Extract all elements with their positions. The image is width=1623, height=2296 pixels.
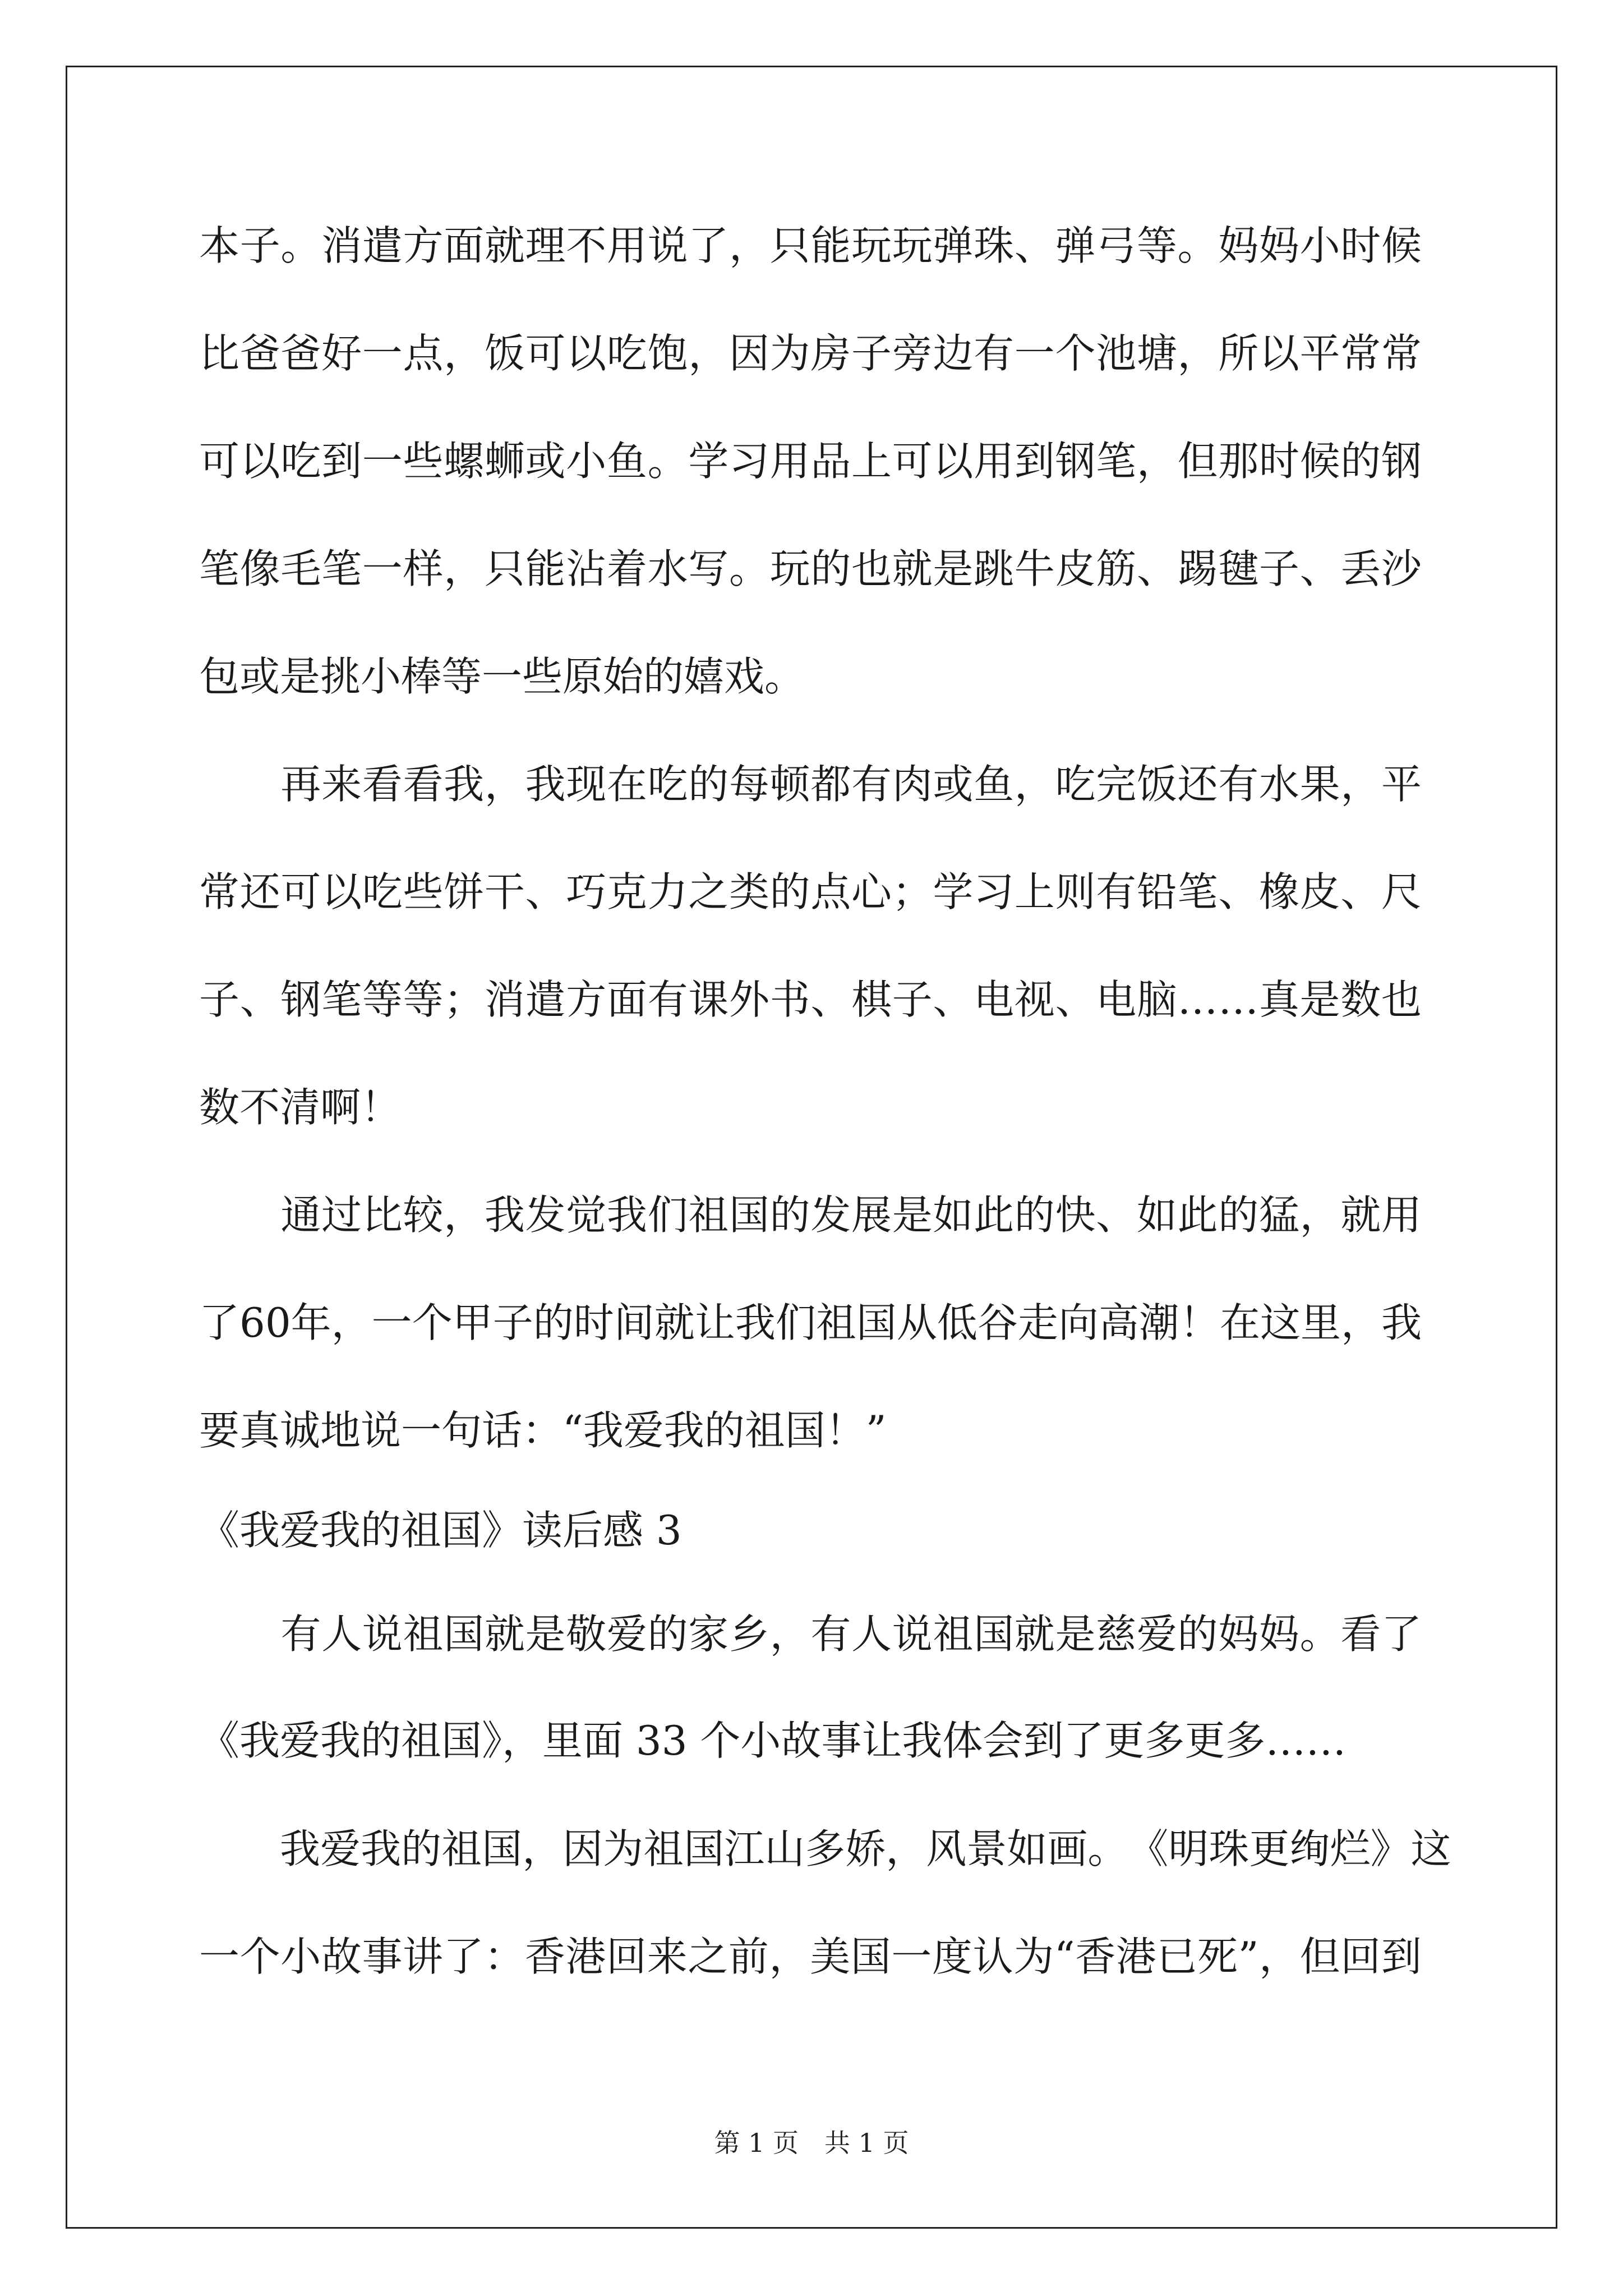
text-line-10: 通 过 比 较 ， 我 发 觉 我 们 祖 国 的 发 展 是 如 此 的 快 、 如 此 的 猛 ， 就 用 bbox=[280, 1191, 1422, 1239]
text-line-3: 可 以 吃 到 一 些 螺 蛳 或 小 鱼 。 学 习 用 品 上 可 以 用 到 钢 笔 ， 但 那 时 候 的 钢 bbox=[199, 438, 1422, 485]
section-heading: 《我爱我的祖国》读后感 3 bbox=[199, 1507, 682, 1554]
text-line-2: 比 爸 爸 好 一 点 ， 饭 可 以 吃 饱 ， 因 为 房 子 旁 边 有 一 个 池 塘 ， 所 以 平 常 常 bbox=[199, 330, 1422, 377]
page-footer: 第 1 页 共 1 页 bbox=[714, 2128, 909, 2158]
text-line-4: 笔 像 毛 笔 一 样 ， 只 能 沾 着 水 写 。 玩 的 也 就 是 跳 牛 皮 筋 、 踢 毽 子 、 丢 沙 bbox=[199, 545, 1422, 592]
page-border bbox=[66, 66, 1557, 2229]
text-line-7: 常 还 可 以 吃 些 饼 干 、 巧 克 力 之 类 的 点 心 ； 学 习 上 则 有 铅 笔 、 橡 皮 、 尺 bbox=[199, 868, 1422, 915]
text-line-12: 要真诚地说一句话：“我爱我的祖国！” bbox=[199, 1407, 887, 1454]
text-line-16: 我 爱 我 的 祖 国 ， 因 为 祖 国 江 山 多 娇 ， 风 景 如 画 。 《 明 珠 更 绚 烂 》 这 bbox=[280, 1825, 1451, 1872]
text-line-9: 数不清啊！ bbox=[199, 1084, 402, 1131]
text-line-6: 再 来 看 看 我 ， 我 现 在 吃 的 每 顿 都 有 肉 或 鱼 ， 吃 完 饭 还 有 水 果 ， 平 bbox=[280, 761, 1422, 808]
text-line-8: 子 、 钢 笔 等 等 ； 消 遣 方 面 有 课 外 书 、 棋 子 、 电 视 、 电 脑 … … 真 是 数 也 bbox=[199, 976, 1422, 1023]
text-line-11: 了 60 年 ， 一 个 甲 子 的 时 间 就 让 我 们 祖 国 从 低 谷 走 向 高 潮 ！ 在 这 里 ， 我 bbox=[199, 1299, 1422, 1346]
text-line-1: 本 子 。 消 遣 方 面 就 理 不 用 说 了 ， 只 能 玩 玩 弹 珠 、 弹 弓 等 。 妈 妈 小 时 候 bbox=[199, 222, 1422, 269]
text-line-15: 《我爱我的祖国》，里面 33 个小故事让我体会到了更多更多…… bbox=[199, 1717, 1347, 1764]
text-line-17: 一 个 小 故 事 讲 了 ： 香 港 回 来 之 前 ， 美 国 一 度 认 为 “ 香 港 已 死 ” ， 但 回 到 bbox=[199, 1933, 1422, 1980]
text-line-5: 包或是挑小棒等一些原始的嬉戏。 bbox=[199, 653, 805, 700]
text-line-14: 有 人 说 祖 国 就 是 敬 爱 的 家 乡 ， 有 人 说 祖 国 就 是 慈 爱 的 妈 妈 。 看 了 bbox=[280, 1611, 1422, 1658]
